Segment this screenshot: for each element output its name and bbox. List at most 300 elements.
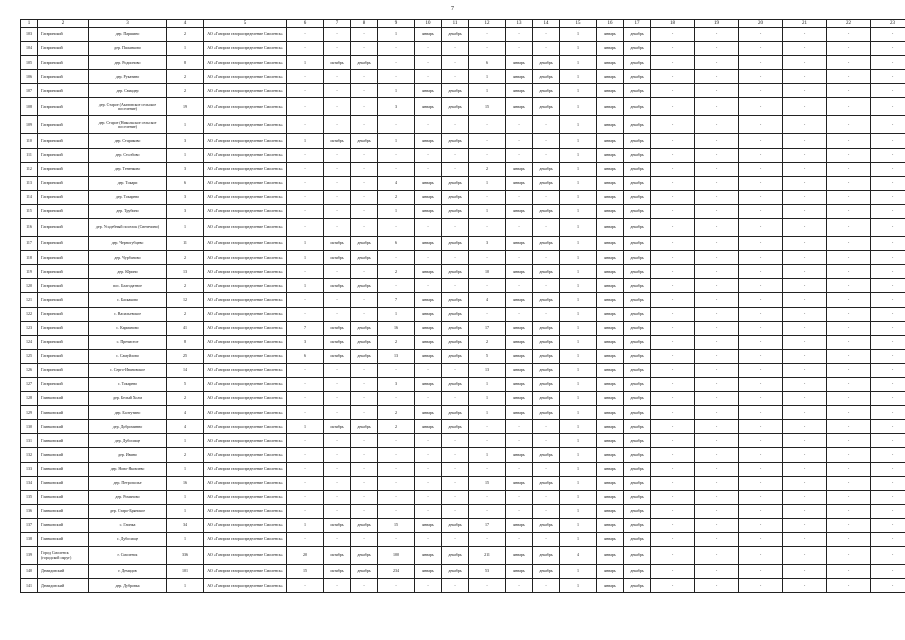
table-cell: дер. Пасынково bbox=[89, 42, 167, 56]
table-cell: - bbox=[827, 176, 871, 190]
table-cell: - bbox=[695, 98, 739, 116]
table-cell: - bbox=[378, 42, 415, 56]
table-cell: с. Глинка bbox=[89, 518, 167, 532]
column-number: 16 bbox=[597, 20, 624, 28]
table-cell: - bbox=[415, 251, 442, 265]
table-row bbox=[21, 219, 905, 237]
table-cell: - bbox=[783, 265, 827, 279]
table-cell: 17 bbox=[469, 321, 506, 335]
table-cell: АО «Газпром газораспределение Смоленск» bbox=[204, 392, 287, 406]
table-cell: 3 bbox=[469, 237, 506, 251]
table-cell: 1 bbox=[560, 28, 597, 42]
table-cell: АО «Газпром газораспределение Смоленск» bbox=[204, 28, 287, 42]
table-cell: 1 bbox=[469, 70, 506, 84]
table-cell: 1 bbox=[560, 321, 597, 335]
table-cell: - bbox=[533, 28, 560, 42]
table-cell: декабрь bbox=[533, 162, 560, 176]
table-cell: - bbox=[695, 363, 739, 377]
table-cell: январь bbox=[506, 363, 533, 377]
table-cell: - bbox=[506, 420, 533, 434]
table-cell: - bbox=[506, 504, 533, 518]
table-cell: 123 bbox=[21, 321, 38, 335]
table-cell: - bbox=[827, 434, 871, 448]
table-cell: - bbox=[695, 377, 739, 391]
table-cell: 1 bbox=[560, 116, 597, 134]
table-cell: январь bbox=[506, 476, 533, 490]
table-cell: - bbox=[783, 363, 827, 377]
table-cell: - bbox=[533, 434, 560, 448]
table-cell: 2 bbox=[167, 307, 204, 321]
table-cell: Глинковский bbox=[38, 448, 89, 462]
table-cell: январь bbox=[506, 237, 533, 251]
table-cell: - bbox=[651, 28, 695, 42]
table-cell: - bbox=[533, 116, 560, 134]
table-cell: - bbox=[739, 504, 783, 518]
table-row bbox=[21, 462, 905, 476]
column-number: 5 bbox=[204, 20, 287, 28]
table-cell: - bbox=[827, 335, 871, 349]
table-cell: - bbox=[739, 406, 783, 420]
table-cell: 1 bbox=[469, 176, 506, 190]
table-cell: - bbox=[739, 565, 783, 579]
table-cell: 135 bbox=[21, 490, 38, 504]
table-cell: 1 bbox=[287, 134, 324, 148]
table-cell: 1 bbox=[167, 504, 204, 518]
table-cell: АО «Газпром газораспределение Смоленск» bbox=[204, 204, 287, 218]
table-cell: январь bbox=[415, 420, 442, 434]
table-cell: 12 bbox=[167, 293, 204, 307]
table-cell: 13 bbox=[378, 349, 415, 363]
table-cell: - bbox=[442, 533, 469, 547]
table-cell: - bbox=[533, 462, 560, 476]
table-cell: октябрь bbox=[324, 547, 351, 565]
table-row bbox=[21, 533, 905, 547]
table-row bbox=[21, 434, 905, 448]
table-cell: 113 bbox=[21, 176, 38, 190]
table-cell: декабрь bbox=[533, 565, 560, 579]
table-cell: - bbox=[695, 162, 739, 176]
table-cell: 2 bbox=[167, 28, 204, 42]
table-cell: - bbox=[351, 406, 378, 420]
table-cell: - bbox=[651, 518, 695, 532]
table-cell: 136 bbox=[21, 504, 38, 518]
column-number: 13 bbox=[506, 20, 533, 28]
table-cell: - bbox=[469, 462, 506, 476]
table-cell: - bbox=[871, 349, 905, 363]
column-number: 4 bbox=[167, 20, 204, 28]
table-cell: - bbox=[506, 219, 533, 237]
table-cell: декабрь bbox=[624, 190, 651, 204]
table-row bbox=[21, 476, 905, 490]
page-number: 7 bbox=[451, 6, 454, 12]
table-cell: - bbox=[351, 116, 378, 134]
table-cell: Глинковский bbox=[38, 392, 89, 406]
table-cell: - bbox=[783, 307, 827, 321]
table-cell: - bbox=[287, 70, 324, 84]
table-cell: - bbox=[827, 28, 871, 42]
table-cell: январь bbox=[597, 98, 624, 116]
table-cell: - bbox=[783, 134, 827, 148]
table-row bbox=[21, 148, 905, 162]
table-cell: дер. Старое (Акатовское сельское поселение) bbox=[89, 98, 167, 116]
table-cell: январь bbox=[597, 547, 624, 565]
table-cell: - bbox=[415, 219, 442, 237]
table-cell: 1 bbox=[469, 406, 506, 420]
table-cell: декабрь bbox=[442, 293, 469, 307]
table-cell: - bbox=[533, 190, 560, 204]
table-cell: - bbox=[442, 448, 469, 462]
table-cell: январь bbox=[597, 116, 624, 134]
table-cell: - bbox=[739, 462, 783, 476]
table-cell: - bbox=[695, 42, 739, 56]
header-row bbox=[21, 20, 905, 28]
table-cell: - bbox=[469, 116, 506, 134]
table-cell: дер. Чурбаново bbox=[89, 251, 167, 265]
table-cell: - bbox=[739, 533, 783, 547]
table-cell: 5 bbox=[469, 349, 506, 363]
table-cell: - bbox=[442, 251, 469, 265]
table-cell: - bbox=[871, 518, 905, 532]
table-cell: - bbox=[739, 98, 783, 116]
table-cell: 1 bbox=[167, 42, 204, 56]
table-cell: - bbox=[739, 251, 783, 265]
table-cell: 16 bbox=[167, 476, 204, 490]
table-cell: 130 bbox=[21, 420, 38, 434]
table-cell: с. Баскаково bbox=[89, 293, 167, 307]
table-cell: январь bbox=[415, 518, 442, 532]
table-cell: АО «Газпром газораспределение Смоленск» bbox=[204, 448, 287, 462]
table-cell: 15 bbox=[469, 476, 506, 490]
table-cell: - bbox=[287, 190, 324, 204]
table-cell: январь bbox=[597, 504, 624, 518]
table-cell: - bbox=[695, 547, 739, 565]
table-cell: - bbox=[506, 279, 533, 293]
table-cell: АО «Газпром газораспределение Смоленск» bbox=[204, 134, 287, 148]
table-cell: - bbox=[287, 363, 324, 377]
table-cell: декабрь bbox=[442, 335, 469, 349]
table-cell: декабрь bbox=[624, 70, 651, 84]
table-cell: - bbox=[351, 84, 378, 98]
table-cell: декабрь bbox=[351, 134, 378, 148]
table-cell: - bbox=[351, 307, 378, 321]
table-cell: с. Самуйлово bbox=[89, 349, 167, 363]
table-cell: - bbox=[324, 579, 351, 593]
table-cell: - bbox=[442, 219, 469, 237]
table-cell: январь bbox=[415, 406, 442, 420]
table-cell: 234 bbox=[378, 565, 415, 579]
table-cell: - bbox=[442, 56, 469, 70]
table-cell: Гагаринский bbox=[38, 377, 89, 391]
table-row bbox=[21, 321, 905, 335]
table-cell: октябрь bbox=[324, 565, 351, 579]
table-cell: - bbox=[324, 84, 351, 98]
table-cell: - bbox=[506, 490, 533, 504]
table-row bbox=[21, 190, 905, 204]
table-cell: декабрь bbox=[533, 293, 560, 307]
table-cell: - bbox=[827, 490, 871, 504]
table-cell: 1 bbox=[167, 490, 204, 504]
table-cell: - bbox=[287, 176, 324, 190]
table-cell: - bbox=[739, 579, 783, 593]
table-cell: - bbox=[287, 307, 324, 321]
table-cell: - bbox=[827, 162, 871, 176]
table-cell: дер. Свиадер bbox=[89, 84, 167, 98]
table-cell: декабрь bbox=[351, 335, 378, 349]
table-cell: Гагаринский bbox=[38, 237, 89, 251]
table-cell: дер. Стариково bbox=[89, 134, 167, 148]
table-cell: АО «Газпром газораспределение Смоленск» bbox=[204, 420, 287, 434]
table-row bbox=[21, 448, 905, 462]
table-cell: - bbox=[378, 392, 415, 406]
column-number: 9 bbox=[378, 20, 415, 28]
table-cell: декабрь bbox=[533, 176, 560, 190]
table-cell: 19 bbox=[167, 98, 204, 116]
table-cell: АО «Газпром газораспределение Смоленск» bbox=[204, 547, 287, 565]
table-cell: - bbox=[287, 476, 324, 490]
table-cell: 2 bbox=[378, 406, 415, 420]
table-cell: январь bbox=[597, 476, 624, 490]
table-cell: - bbox=[739, 148, 783, 162]
table-cell: - bbox=[739, 377, 783, 391]
table-cell: - bbox=[695, 518, 739, 532]
table-cell: - bbox=[827, 579, 871, 593]
table-cell: 14 bbox=[167, 363, 204, 377]
table-cell: январь bbox=[597, 321, 624, 335]
table-cell: январь bbox=[415, 565, 442, 579]
table-cell: 1 bbox=[469, 448, 506, 462]
table-cell: январь bbox=[415, 377, 442, 391]
table-cell: - bbox=[783, 448, 827, 462]
table-cell: - bbox=[695, 204, 739, 218]
table-cell: - bbox=[533, 533, 560, 547]
table-cell: - bbox=[651, 176, 695, 190]
table-cell: - bbox=[783, 406, 827, 420]
table-cell: январь bbox=[415, 190, 442, 204]
table-cell: - bbox=[783, 56, 827, 70]
table-cell: 106 bbox=[21, 70, 38, 84]
table-cell: 16 bbox=[378, 321, 415, 335]
table-cell: - bbox=[651, 420, 695, 434]
table-cell: 3 bbox=[287, 335, 324, 349]
table-cell: - bbox=[783, 579, 827, 593]
table-cell: - bbox=[651, 279, 695, 293]
table-cell: 1 bbox=[378, 134, 415, 148]
table-cell: - bbox=[871, 504, 905, 518]
table-cell: Гагаринский bbox=[38, 279, 89, 293]
table-cell: - bbox=[871, 148, 905, 162]
table-cell: 103 bbox=[21, 28, 38, 42]
table-cell: Глинковский bbox=[38, 420, 89, 434]
table-cell: дер. Ивино bbox=[89, 448, 167, 462]
table-cell: - bbox=[378, 490, 415, 504]
table-cell: 1 bbox=[560, 476, 597, 490]
table-cell: - bbox=[651, 190, 695, 204]
table-cell: 3 bbox=[378, 377, 415, 391]
table-cell: - bbox=[871, 533, 905, 547]
table-cell: дер. Романово bbox=[89, 490, 167, 504]
table-cell: январь bbox=[506, 321, 533, 335]
table-cell: декабрь bbox=[624, 533, 651, 547]
table-cell: дер. Родионово bbox=[89, 56, 167, 70]
table-cell: АО «Газпром газораспределение Смоленск» bbox=[204, 307, 287, 321]
table-cell: январь bbox=[597, 448, 624, 462]
table-cell: - bbox=[695, 392, 739, 406]
table-cell: г. Демидов bbox=[89, 565, 167, 579]
table-cell: декабрь bbox=[442, 237, 469, 251]
table-cell: - bbox=[506, 434, 533, 448]
table-cell: - bbox=[351, 219, 378, 237]
table-cell: - bbox=[871, 392, 905, 406]
table-cell: 111 bbox=[21, 148, 38, 162]
table-cell: - bbox=[533, 420, 560, 434]
table-cell: - bbox=[415, 42, 442, 56]
table-cell: декабрь bbox=[442, 84, 469, 98]
table-cell: декабрь bbox=[624, 476, 651, 490]
table-cell: 15 bbox=[287, 565, 324, 579]
table-cell: с. Дубосище bbox=[89, 533, 167, 547]
table-cell: - bbox=[378, 448, 415, 462]
table-cell: - bbox=[533, 490, 560, 504]
table-cell: январь bbox=[415, 28, 442, 42]
table-cell: декабрь bbox=[533, 265, 560, 279]
table-cell: Гагаринский bbox=[38, 251, 89, 265]
table-row bbox=[21, 134, 905, 148]
table-cell: - bbox=[378, 162, 415, 176]
table-cell: декабрь bbox=[624, 434, 651, 448]
table-cell: декабрь bbox=[533, 56, 560, 70]
table-cell: январь bbox=[415, 293, 442, 307]
table-cell: Глинковский bbox=[38, 518, 89, 532]
table-cell: Глинковский bbox=[38, 476, 89, 490]
column-number: 20 bbox=[739, 20, 783, 28]
table-cell: - bbox=[469, 420, 506, 434]
table-cell: Гагаринский bbox=[38, 116, 89, 134]
table-cell: - bbox=[827, 98, 871, 116]
table-cell: - bbox=[469, 42, 506, 56]
table-cell: - bbox=[415, 448, 442, 462]
table-cell: - bbox=[324, 98, 351, 116]
table-row bbox=[21, 279, 905, 293]
table-cell: январь bbox=[415, 176, 442, 190]
table-cell: - bbox=[827, 190, 871, 204]
table-cell: - bbox=[415, 279, 442, 293]
table-row bbox=[21, 237, 905, 251]
column-number: 8 bbox=[351, 20, 378, 28]
table-cell: - bbox=[415, 490, 442, 504]
table-cell: - bbox=[695, 406, 739, 420]
table-cell: 131 bbox=[21, 434, 38, 448]
table-cell: Демидовский bbox=[38, 579, 89, 593]
table-cell: 3 bbox=[167, 162, 204, 176]
table-cell: - bbox=[783, 42, 827, 56]
table-cell: декабрь bbox=[624, 406, 651, 420]
table-row bbox=[21, 98, 905, 116]
table-cell: - bbox=[695, 533, 739, 547]
table-cell: Глинковский bbox=[38, 504, 89, 518]
table-row bbox=[21, 406, 905, 420]
table-cell: Гагаринский bbox=[38, 219, 89, 237]
table-cell: Гагаринский bbox=[38, 204, 89, 218]
table-cell: январь bbox=[597, 335, 624, 349]
table-cell: - bbox=[739, 237, 783, 251]
table-cell: декабрь bbox=[442, 518, 469, 532]
table-cell: - bbox=[827, 363, 871, 377]
table-cell: - bbox=[533, 504, 560, 518]
table-cell: - bbox=[287, 84, 324, 98]
table-row bbox=[21, 42, 905, 56]
column-number: 14 bbox=[533, 20, 560, 28]
table-cell: 1 bbox=[287, 251, 324, 265]
table-cell: январь bbox=[597, 265, 624, 279]
table-cell: - bbox=[739, 434, 783, 448]
table-cell: 115 bbox=[21, 204, 38, 218]
table-cell: - bbox=[871, 321, 905, 335]
table-cell: 110 bbox=[21, 134, 38, 148]
table-cell: - bbox=[469, 533, 506, 547]
table-cell: с. Серго-Ивановское bbox=[89, 363, 167, 377]
column-number: 10 bbox=[415, 20, 442, 28]
table-row bbox=[21, 518, 905, 532]
table-cell: Глинковский bbox=[38, 406, 89, 420]
table-cell: декабрь bbox=[351, 237, 378, 251]
table-cell: АО «Газпром газораспределение Смоленск» bbox=[204, 176, 287, 190]
table-cell: декабрь bbox=[442, 307, 469, 321]
table-cell: - bbox=[827, 84, 871, 98]
table-cell: - bbox=[695, 84, 739, 98]
table-cell: - bbox=[783, 349, 827, 363]
table-cell: декабрь bbox=[351, 565, 378, 579]
table-cell: - bbox=[351, 363, 378, 377]
table-cell: 1 bbox=[560, 98, 597, 116]
column-number: 18 bbox=[651, 20, 695, 28]
table-cell: декабрь bbox=[624, 307, 651, 321]
table-cell: 1 bbox=[287, 56, 324, 70]
table-cell: - bbox=[783, 70, 827, 84]
table-cell: 2 bbox=[378, 265, 415, 279]
table-cell: 2 bbox=[378, 420, 415, 434]
table-cell: - bbox=[871, 190, 905, 204]
table-cell: - bbox=[871, 490, 905, 504]
table-cell: - bbox=[871, 462, 905, 476]
table-cell: - bbox=[827, 565, 871, 579]
table-cell: декабрь bbox=[442, 176, 469, 190]
table-cell: 1 bbox=[378, 84, 415, 98]
table-cell: - bbox=[324, 307, 351, 321]
table-row bbox=[21, 176, 905, 190]
table-row bbox=[21, 565, 905, 579]
table-cell: Гагаринский bbox=[38, 335, 89, 349]
table-cell: 140 bbox=[21, 565, 38, 579]
table-cell: - bbox=[442, 42, 469, 56]
table-cell: - bbox=[287, 490, 324, 504]
table-cell: январь bbox=[597, 420, 624, 434]
table-cell: 1 bbox=[560, 176, 597, 190]
table-cell: - bbox=[415, 533, 442, 547]
table-cell: октябрь bbox=[324, 251, 351, 265]
table-cell: октябрь bbox=[324, 518, 351, 532]
table-cell: - bbox=[827, 504, 871, 518]
table-cell: 15 bbox=[378, 518, 415, 532]
table-cell: - bbox=[287, 392, 324, 406]
table-cell: январь bbox=[597, 377, 624, 391]
table-cell: - bbox=[739, 335, 783, 349]
table-cell: - bbox=[827, 204, 871, 218]
table-cell: АО «Газпром газораспределение Смоленск» bbox=[204, 504, 287, 518]
table-cell: декабрь bbox=[624, 392, 651, 406]
table-cell: - bbox=[739, 70, 783, 84]
column-number: 22 bbox=[827, 20, 871, 28]
table-cell: - bbox=[651, 148, 695, 162]
